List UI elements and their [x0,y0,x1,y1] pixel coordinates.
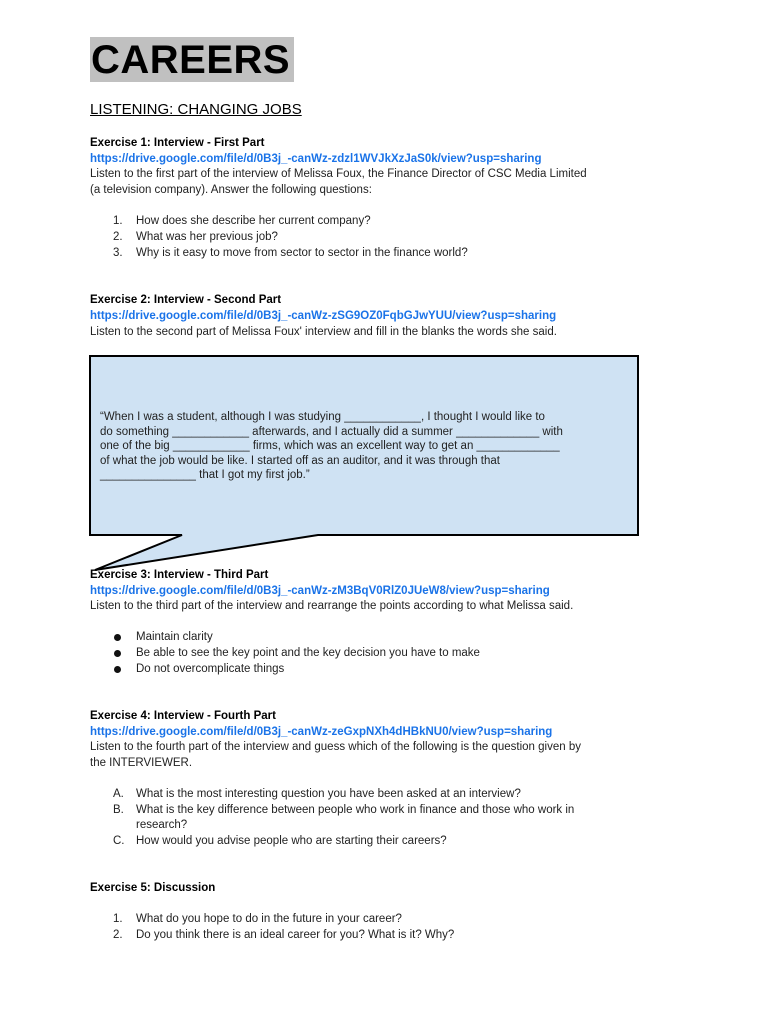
exercise-5-item-number: 1. [113,913,123,925]
exercise-5-item: Do you think there is an ideal career for you? What is it? Why? [136,929,455,941]
fill-in-blank-quote [100,410,630,483]
quote-line: _______________ that I got my first job.” [100,469,310,481]
quote-line: “When I was a student, although I was studying ____________, I thought I would like to [100,411,545,423]
exercise-1-item: Why is it easy to move from sector to sector in the finance world? [136,247,468,259]
exercise-3-link[interactable]: https://drive.google.com/file/d/0B3j_-canWz-zM3BqV0RlZ0JUeW8/view?usp=sharing [90,585,550,597]
exercise-1-item-number: 1. [113,215,123,227]
exercise-1-intro-line-1: Listen to the first part of the interview of Melissa Foux, the Finance Director of CSC Media Limited [90,168,587,180]
exercise-4-option-letter: C. [113,835,125,847]
bullet-icon [114,634,121,641]
exercise-4-intro-line-2: the INTERVIEWER. [90,757,193,769]
exercise-1-item-number: 3. [113,247,123,259]
exercise-4-option-letter: A. [113,788,124,800]
exercise-1-heading: Exercise 1: Interview - First Part [90,137,265,149]
exercise-4-link[interactable]: https://drive.google.com/file/d/0B3j_-canWz-zeGxpNXh4dHBkNU0/view?usp=sharing [90,726,553,738]
exercise-1-item: What was her previous job? [136,231,278,243]
exercise-4-intro-line-1: Listen to the fourth part of the interview and guess which of the following is the question given by [90,741,581,753]
exercise-4-option: What is the most interesting question you have been asked at an interview? [136,788,521,800]
exercise-1-item-number: 2. [113,231,123,243]
page-subtitle: LISTENING: CHANGING JOBS [90,101,302,118]
exercise-1-item: How does she describe her current company? [136,215,371,227]
exercise-1-link[interactable]: https://drive.google.com/file/d/0B3j_-canWz-zdzl1WVJkXzJaS0k/view?usp=sharing [90,153,542,165]
exercise-5-heading: Exercise 5: Discussion [90,882,216,894]
exercise-1-intro-line-2: (a television company). Answer the following questions: [90,184,372,196]
exercise-4-heading: Exercise 4: Interview - Fourth Part [90,710,276,722]
exercise-4-option-letter: B. [113,804,124,816]
quote-line: do something ____________ afterwards, and I actually did a summer _____________ with [100,425,563,438]
exercise-4-option: How would you advise people who are starting their careers? [136,835,447,847]
exercise-3-heading: Exercise 3: Interview - Third Part [90,569,269,581]
bullet-icon [114,666,121,673]
exercise-3-bullet-item: Do not overcomplicate things [136,663,285,675]
exercise-3-bullet-item: Maintain clarity [136,631,213,643]
exercise-5-item-number: 2. [113,929,123,941]
quote-line: one of the big ____________ firms, which was an excellent way to get an _____________ [100,440,560,452]
exercise-2-intro: Listen to the second part of Melissa Foux' interview and fill in the blanks the words she said. [90,326,557,338]
exercise-5-item: What do you hope to do in the future in your career? [136,913,402,925]
exercise-3-bullet-item: Be able to see the key point and the key decision you have to make [136,647,480,659]
exercise-3-intro: Listen to the third part of the interview and rearrange the points according to what Melissa said. [90,600,574,612]
exercise-4-option-continuation: research? [136,819,188,831]
quote-line: of what the job would be like. I started off as an auditor, and it was through that [100,454,500,467]
exercise-2-link[interactable]: https://drive.google.com/file/d/0B3j_-canWz-zSG9OZ0FqbGJwYUU/view?usp=sharing [90,310,557,322]
exercise-2-heading: Exercise 2: Interview - Second Part [90,294,282,306]
bullet-icon [114,650,121,657]
exercise-4-option: What is the key difference between people who work in finance and those who work in [136,804,575,816]
page-title: CAREERS [91,38,291,82]
